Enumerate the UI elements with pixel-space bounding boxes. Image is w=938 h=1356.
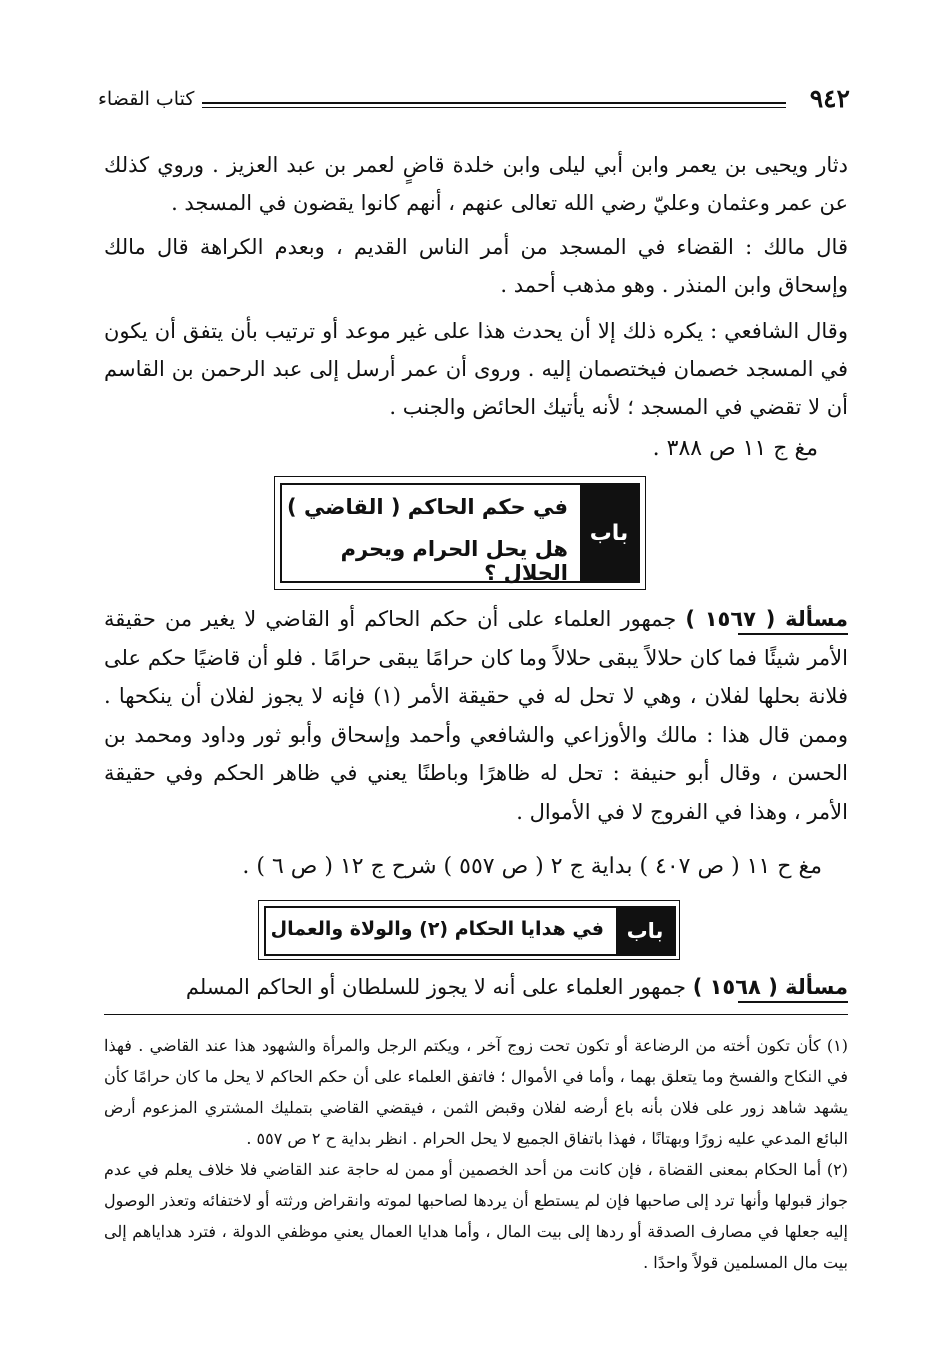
book-title: كتاب القضاء [98, 88, 195, 110]
chapter-1-bab-label: باب [580, 485, 638, 581]
reference-2: مغ ح ١١ ( ص ٤٠٧ ) بداية ج ٢ ( ص ٥٥٧ ) شرح ج ١٢ ( ص ٦ ) . [242, 854, 822, 879]
paragraph-3-text: وقال الشافعي : يكره ذلك إلا أن يحدث هذا على غير موعد أو ترتيب بأن يتفق أن يكون في المسجد خصمان فيختصمان إليه . وروى أن عمر أرسل إلى عبد الرحمن بن القاسم أن لا تقضي في المسجد ؛ لأنه يأتيك الحائض والجنب . [104, 319, 848, 419]
issue-1568-body [104, 968, 848, 1006]
issue-1567-text: جمهور العلماء على أن حكم الحاكم أو القاضي لا يغير من حقيقة الأمر شيئًا فما كان حلالاً يبقى حلالاً وما كان حرامًا يبقى حرامًا . فلو أن قاضيًا حكم على فلانة بحلها لفلان ، وهي لا تحل له في حقيقة الأمر (١) فإنه لا يجوز لفلان أن ينكحها . وممن قال هذا : مالك والأوزاعي والشافعي وأحمد وإسحاق وأبو ثور وداود ومحمد بن الحسن ، وقال أبو حنيفة : تحل له ظاهرًا وباطنًا يعني في ظاهر الحكم وفي حقيقة الأمر ، وهذا في الفروج لا في الأموال . [104, 607, 848, 824]
page-header [98, 84, 850, 124]
chapter-2-heading [264, 906, 676, 956]
chapter-1-title-line1: في حكم الحاكم ( القاضي ) [287, 495, 568, 519]
issue-1567-underline [738, 633, 848, 635]
issue-1568-text: جمهور العلماء على أنه لا يجوز للسلطان أو الحاكم المسلم [185, 975, 686, 999]
footnote-separator [104, 1014, 848, 1015]
reference-1: مغ ج ١١ ص ٣٨٨ . [652, 436, 818, 461]
paragraph-2 [104, 228, 848, 304]
issue-1568-underline [738, 1001, 848, 1003]
chapter-2-title: في هدايا الحكام (٢) والولاة والعمال [270, 918, 604, 940]
page-number: ٩٤٢ [809, 84, 850, 113]
issue-1568-label: مسألة ( ١٥٦٨ ) [692, 975, 848, 999]
chapter-2-bab-label: باب [616, 908, 674, 954]
paragraph-1 [104, 146, 848, 222]
paragraph-3 [104, 312, 848, 426]
issue-1568 [104, 968, 848, 1006]
issue-1567-label: مسألة ( ١٥٦٧ ) [685, 607, 848, 631]
header-rule-thin [202, 107, 786, 108]
footnote-2: (٢) أما الحكام بمعنى القضاة ، فإن كانت من أحد الخصمين أو ممن له حاجة عند القاضي فلا خلاف يعلم في عدم جواز قبولها وأنها ترد إلى صاحبها فإن لم يستطع أن يردها لصاحبها لموته وانقراض ورثته أو لاختفائه وتعذر الوصول إليه جعلها في مصارف الصدقة أو ردها إلى بيت المال ، وأما هدايا العمال يعني موظفي الدولة ، فترد هداياهم إلى بيت مال المسلمين قولاً واحدًا . [104, 1160, 848, 1272]
issue-1567-body [104, 600, 848, 831]
chapter-1-heading [280, 483, 640, 583]
paragraph-2-text: قال مالك : القضاء في المسجد من أمر الناس القديم ، وبعدم الكراهة قال مالك وإسحاق وابن المنذر . وهو مذهب أحمد . [104, 235, 848, 297]
chapter-1-title-line2: هل يحل الحرام ويحرم الحلال ؟ [340, 537, 568, 585]
footnotes [104, 1030, 848, 1278]
header-rule [202, 102, 786, 104]
footnote-1: (١) كأن تكون أخته من الرضاعة أو تكون تحت زوج آخر ، ويكتم الرجل والمرأة والشهود هذا عند القاضي . فهذا في النكاح والفسخ وما يتعلق بهما ، وأما في الأموال ؛ فاتفق العلماء على أن حكم الحاكم لا يحل ما كان حرامًا كأن يشهد شاهد زور على فلان بأنه باع أرضه لفلان وقبض الثمن ، فيقضي القاضي بتمليك المشتري المزعوم أرض البائع المدعي عليه زورًا وبهتانًا ، فهذا باتفاق الجميع لا يحل الحرام . انظر بداية ح ٢ ص ٥٥٧ . [104, 1036, 848, 1148]
issue-1567 [104, 600, 848, 831]
paragraph-1-text: دثار ويحيى بن يعمر وابن أبي ليلى وابن خلدة قاضٍ لعمر بن عبد العزيز . وروي كذلك عن عمر وعثمان وعليّ رضي الله تعالى عنهم ، أنهم كانوا يقضون في المسجد . [104, 153, 848, 215]
